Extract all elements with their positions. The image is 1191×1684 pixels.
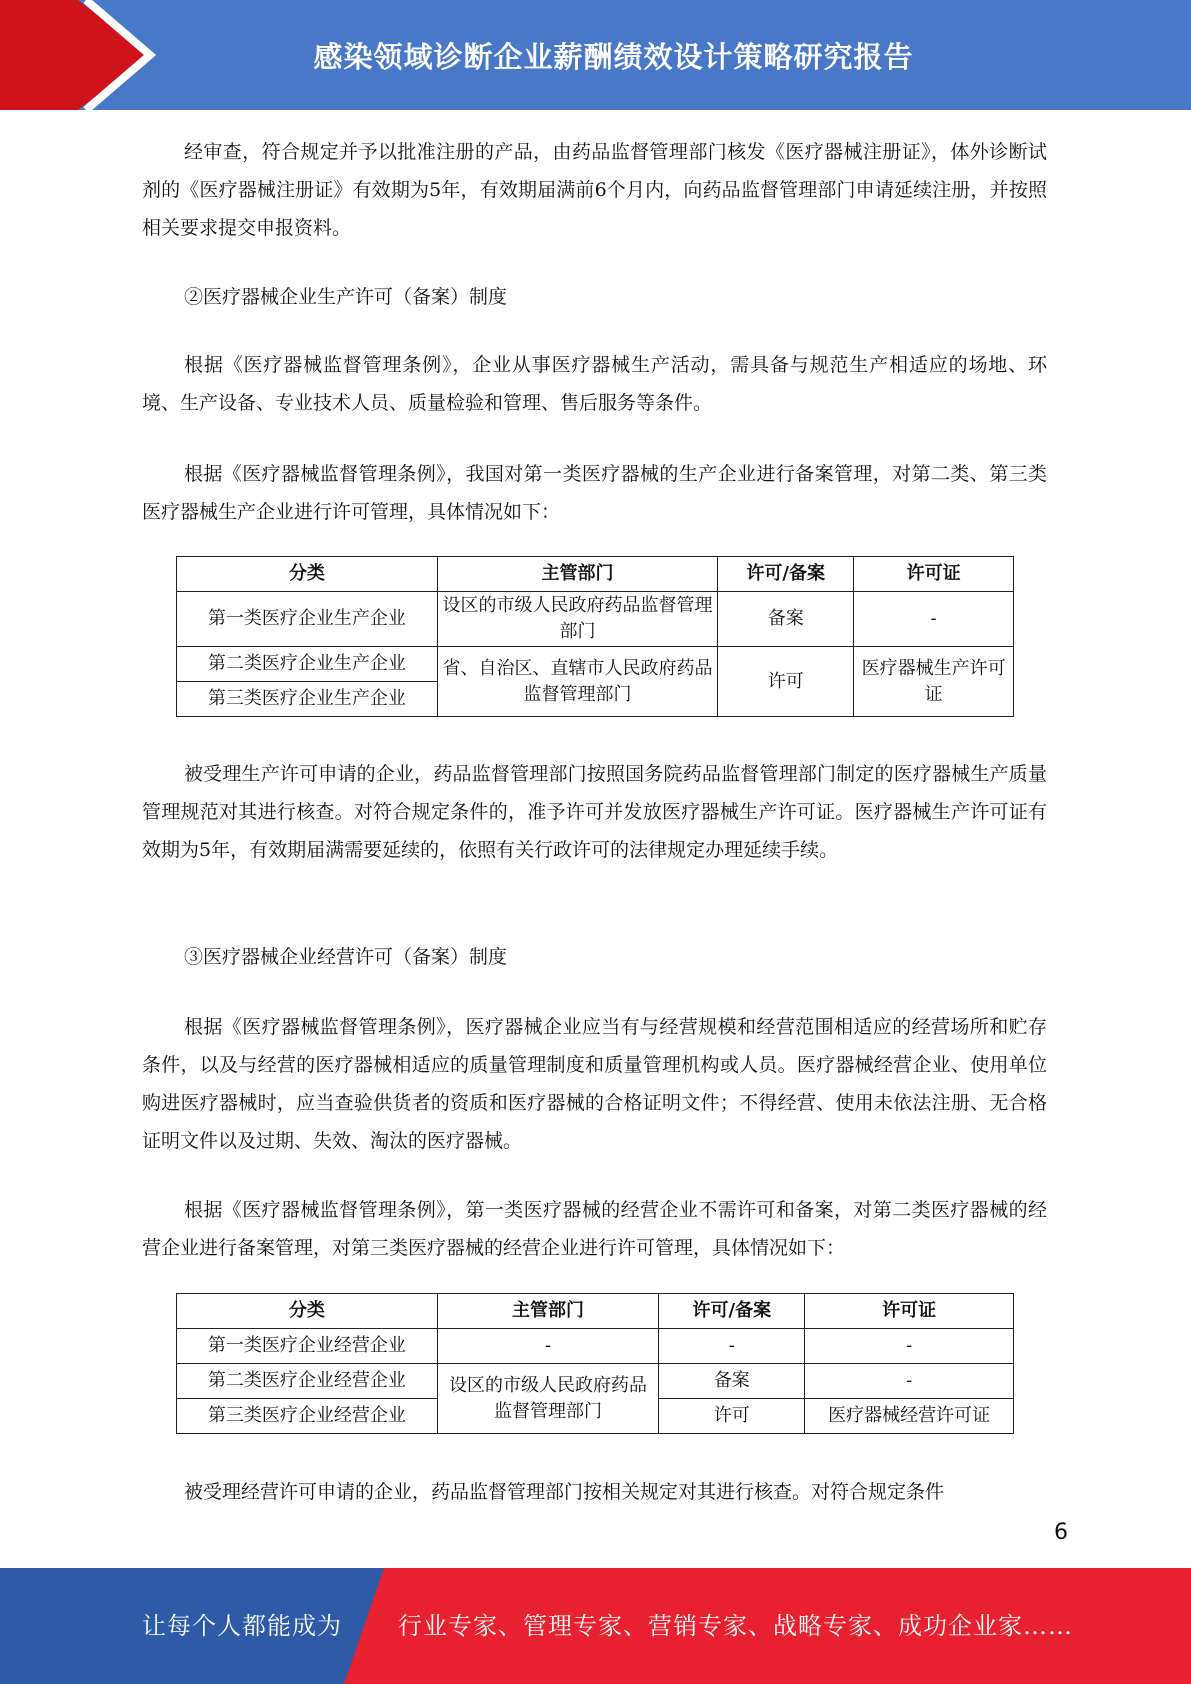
cell-mode: 许可 bbox=[659, 1399, 805, 1434]
table-header-row bbox=[177, 557, 1014, 592]
cell-department: - bbox=[437, 1329, 659, 1364]
table-row bbox=[177, 647, 1014, 682]
paragraph-operation-review: 被受理经营许可申请的企业，药品监督管理部门按相关规定对其进行核查。对符合规定条件 bbox=[184, 1481, 945, 1503]
cell-mode: 备案 bbox=[659, 1364, 805, 1399]
section-heading-production: ②医疗器械企业生产许可（备案）制度 bbox=[184, 286, 508, 308]
footer-slogan-left: 让每个人都能成为 bbox=[142, 1612, 342, 1640]
header-mode: 许可/备案 bbox=[718, 557, 854, 592]
page-footer bbox=[0, 1568, 1191, 1684]
cell-category: 第三类医疗企业生产企业 bbox=[177, 682, 438, 717]
operation-license-table bbox=[176, 1293, 1014, 1434]
section-heading-operation: ③医疗器械企业经营许可（备案）制度 bbox=[184, 946, 508, 968]
cell-category: 第三类医疗企业经营企业 bbox=[177, 1399, 438, 1434]
header-category: 分类 bbox=[177, 1294, 438, 1329]
cell-license: - bbox=[805, 1329, 1014, 1364]
cell-license: - bbox=[854, 592, 1014, 647]
table-row bbox=[177, 592, 1014, 647]
paragraph-operation-conditions: 根据《医疗器械监督管理条例》，医疗器械企业应当有与经营规模和经营范围相适应的经营场所和贮存条件，以及与经营的医疗器械相适应的质量管理制度和质量管理机构或人员。医疗器械经营企业、使用单位购进医疗器械时，应当查验供货者的资质和医疗器械的合格证明文件；不得经营、使用未依法注册、无合格证明文件以及过期、失效、淘汰的医疗器械。 bbox=[142, 1016, 1047, 1152]
paragraph-production-conditions: 根据《医疗器械监督管理条例》，企业从事医疗器械生产活动，需具备与规范生产相适应的场地、环境、生产设备、专业技术人员、质量检验和管理、售后服务等条件。 bbox=[142, 354, 1047, 414]
paragraph-operation-management: 根据《医疗器械监督管理条例》，第一类医疗器械的经营企业不需许可和备案，对第二类医疗器械的经营企业进行备案管理，对第三类医疗器械的经营企业进行许可管理，具体情况如下： bbox=[142, 1199, 1047, 1259]
cell-category: 第二类医疗企业经营企业 bbox=[177, 1364, 438, 1399]
header-license: 许可证 bbox=[805, 1294, 1014, 1329]
table-header-row bbox=[177, 1294, 1014, 1329]
header-mode: 许可/备案 bbox=[659, 1294, 805, 1329]
cell-category: 第二类医疗企业生产企业 bbox=[177, 647, 438, 682]
page-header bbox=[0, 0, 1191, 110]
table-row bbox=[177, 1364, 1014, 1399]
cell-license: 医疗器械生产许可证 bbox=[854, 647, 1014, 717]
production-license-table bbox=[176, 556, 1014, 717]
table-row bbox=[177, 1329, 1014, 1364]
cell-department: 设区的市级人民政府药品监督管理部门 bbox=[437, 1364, 659, 1434]
header-category: 分类 bbox=[177, 557, 438, 592]
cell-department: 省、自治区、直辖市人民政府药品监督管理部门 bbox=[437, 647, 718, 717]
cell-license: 医疗器械经营许可证 bbox=[805, 1399, 1014, 1434]
page-number: 6 bbox=[1054, 1520, 1068, 1545]
header-license: 许可证 bbox=[854, 557, 1014, 592]
footer-slogan-right: 行业专家、管理专家、营销专家、战略专家、成功企业家…… bbox=[398, 1612, 1073, 1640]
cell-mode: 许可 bbox=[718, 647, 854, 717]
paragraph-production-review: 被受理生产许可申请的企业，药品监督管理部门按照国务院药品监督管理部门制定的医疗器械生产质量管理规范对其进行核查。对符合规定条件的，准予许可并发放医疗器械生产许可证。医疗器械生产许可证有效期为5年，有效期届满需要延续的，依照有关行政许可的法律规定办理延续手续。 bbox=[142, 763, 1047, 861]
header-department: 主管部门 bbox=[437, 557, 718, 592]
cell-category: 第一类医疗企业经营企业 bbox=[177, 1329, 438, 1364]
paragraph-registration: 经审查，符合规定并予以批准注册的产品，由药品监督管理部门核发《医疗器械注册证》，体外诊断试剂的《医疗器械注册证》有效期为5年，有效期届满前6个月内，向药品监督管理部门申请延续注册，并按照相关要求提交申报资料。 bbox=[142, 141, 1047, 239]
cell-department: 设区的市级人民政府药品监督管理部门 bbox=[437, 592, 718, 647]
header-department: 主管部门 bbox=[437, 1294, 659, 1329]
cell-mode: - bbox=[659, 1329, 805, 1364]
paragraph-production-management: 根据《医疗器械监督管理条例》，我国对第一类医疗器械的生产企业进行备案管理，对第二类、第三类医疗器械生产企业进行许可管理，具体情况如下： bbox=[142, 463, 1047, 523]
report-title: 感染领域诊断企业薪酬绩效设计策略研究报告 bbox=[313, 39, 914, 74]
cell-license: - bbox=[805, 1364, 1014, 1399]
cell-mode: 备案 bbox=[718, 592, 854, 647]
cell-category: 第一类医疗企业生产企业 bbox=[177, 592, 438, 647]
